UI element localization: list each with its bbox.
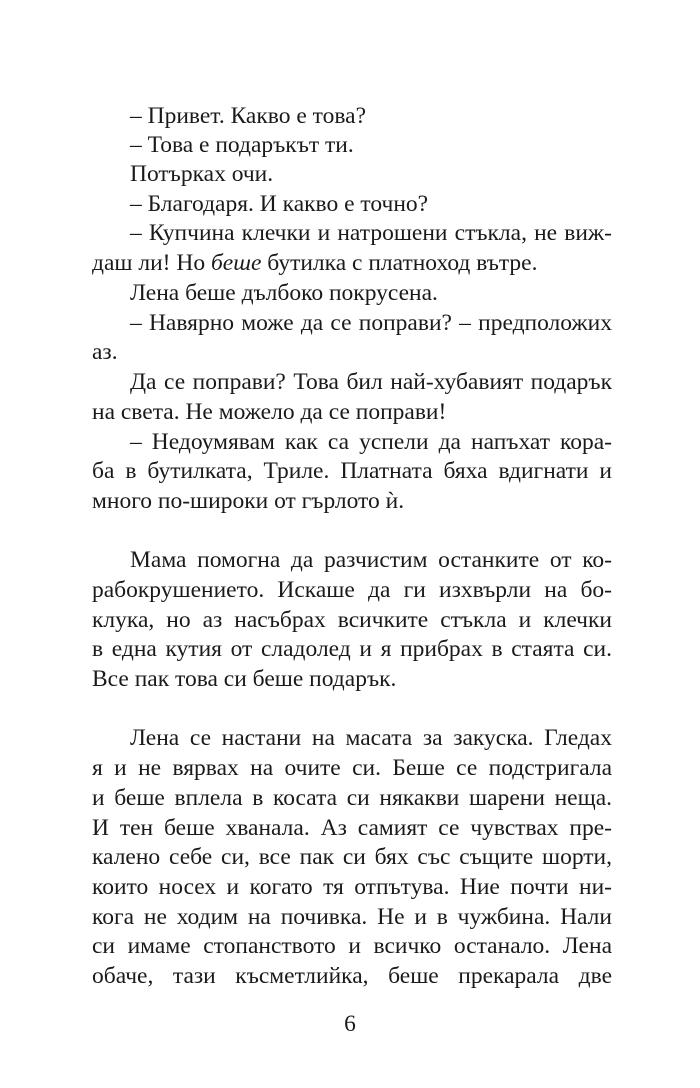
text-line: Мама помогна да разчистим останките от ко- [130, 547, 612, 573]
text-line: – Благодаря. И какво е точно? [130, 191, 429, 217]
text-line: Потърках очи. [130, 161, 274, 187]
text-line: си имаме стопанството и всичко останало. Лена [92, 933, 612, 959]
text-line: много по-широки от гърлото ѝ. [92, 488, 405, 514]
text-line: – Купчина клечки и натрошени стъкла, не виж- [130, 220, 612, 246]
text-line: я и не вярвах на очите си. Беше се подстригала [92, 755, 612, 781]
text-line: – Навярно може да се поправи? – предположих [130, 310, 612, 336]
text-line: – Недоумявам как са успели да напъхат кора- [130, 429, 612, 455]
text-line: ба в бутилката, Триле. Платната бяха вдигнати и [92, 458, 612, 484]
text-line [92, 249, 612, 277]
text-segment: даш ли! Но [92, 250, 211, 276]
text-segment: бутилка с платноход вътре. [261, 250, 538, 276]
text-line: и беше вплела в косата си някакви шарени неща. [92, 785, 612, 811]
text-line: аз. [92, 339, 118, 365]
text-line: на света. Не можело да се поправи! [92, 399, 447, 425]
text-line: рабокрушението. Искаше да ги изхвърли на бо- [92, 577, 612, 603]
text-line: Все пак това си беше подарък. [92, 666, 397, 692]
text-line: – Привет. Какво е това? [130, 103, 366, 129]
text-line: – Това е подаръкът ти. [130, 132, 354, 158]
italic-word: беше [210, 250, 262, 276]
text-line: Лена беше дълбоко покрусена. [130, 280, 438, 306]
text-line: Лена се настани на масата за закуска. Гледах [130, 725, 612, 751]
text-line: Да се поправи? Това бил най-хубавият подарък [130, 369, 612, 395]
text-line: които носех и когато тя отпътува. Ние почти ни- [92, 874, 612, 900]
page-number: 6 [344, 1011, 356, 1037]
text-line: в една кутия от сладолед и я прибрах в стаята си. [92, 636, 612, 662]
text-line: обаче, тази късметлийка, беше прекарала две [92, 963, 612, 989]
text-line: калено себе си, все пак си бях със същите шорти, [92, 844, 612, 870]
text-line: кога не ходим на почивка. Не и в чужбина. Нали [92, 904, 612, 930]
text-line: клука, но аз насъбрах всичките стъкла и клечки [92, 607, 612, 633]
text-line: И тен беше хванала. Аз самият се чувствах пре- [92, 815, 612, 841]
